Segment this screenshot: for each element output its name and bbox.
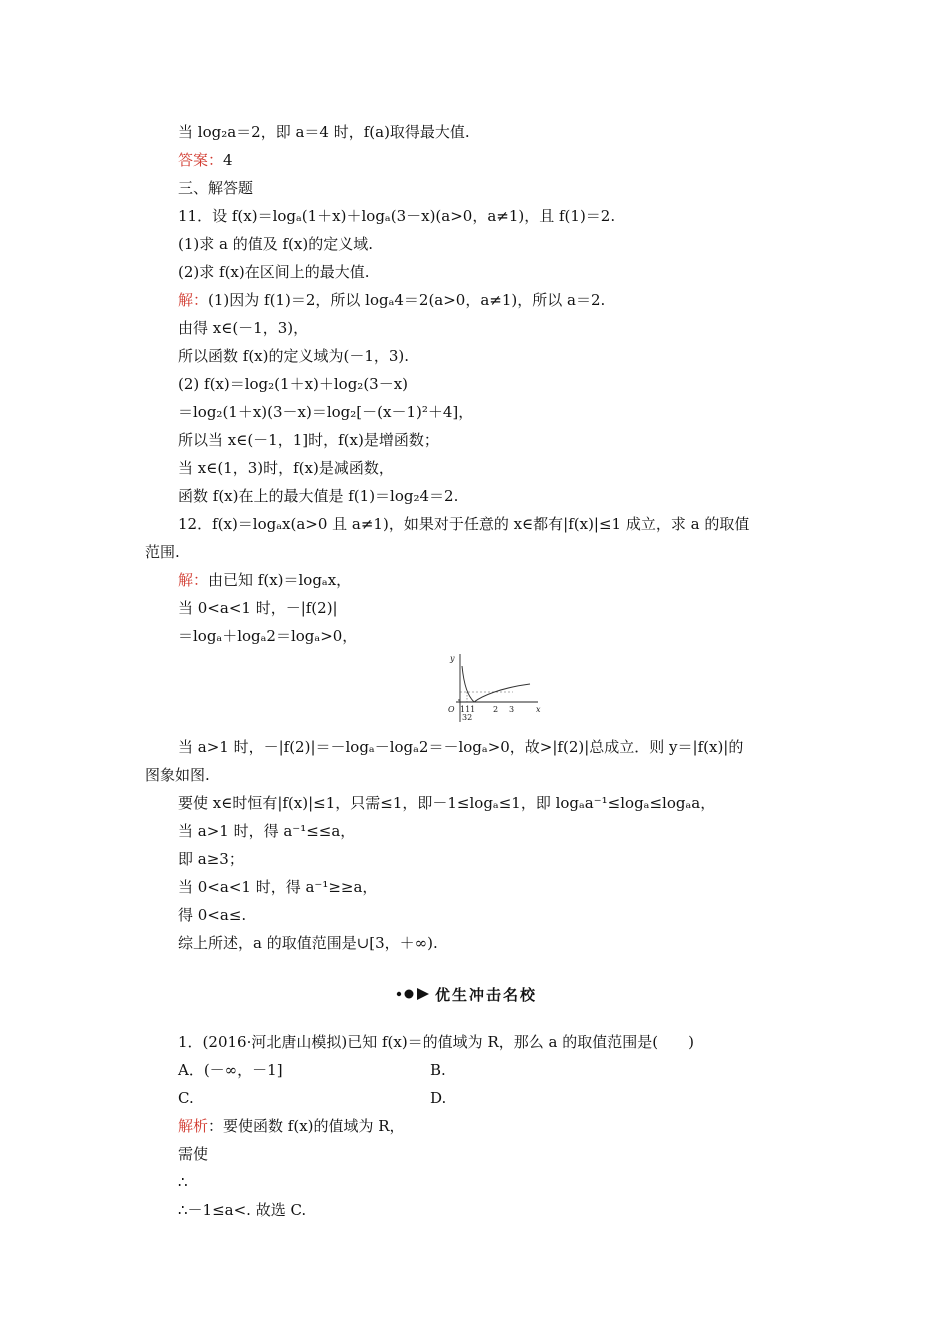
text-line: 所以当 x∈(－1，1]时，f(x)是增函数； [178, 431, 439, 449]
text-line: ＝logₐ＋logₐ2＝logₐ>0， [178, 627, 358, 645]
banner-dots-icon [395, 988, 435, 1000]
text-line: 当 0<a<1 时，－|f(2)| [178, 599, 338, 617]
text-line: ＝log₂(1＋x)(3－x)＝log₂[－(x－1)²＋4]， [178, 403, 474, 421]
text-line: 即 a≥3； [178, 850, 244, 868]
text-line: ∴－1≤a<. 故选 C. [178, 1201, 307, 1219]
text-line: 综上所述，a 的取值范围是∪[3，＋∞). [178, 934, 438, 952]
text-line: (2)求 f(x)在区间上的最大值. [178, 263, 370, 281]
analysis-text: ：要使函数 f(x)的值域为 R， [208, 1117, 405, 1135]
section-heading: 三、解答题 [178, 179, 254, 197]
solution-line [178, 290, 605, 310]
text-line: 函数 f(x)在上的最大值是 f(1)＝log₂4＝2. [178, 487, 459, 505]
text-line: 当 a>1 时，－|f(2)|＝－logₐ－logₐ2＝－logₐ>0，故>|f(2)|总成立．则 y＝|f(x)|的 [178, 738, 744, 756]
text-line: 当 log₂a＝2，即 a＝4 时，f(a)取得最大值. [178, 123, 470, 141]
tick-label-bottom: 32 [462, 713, 473, 722]
option-c: C. [178, 1089, 194, 1107]
text-line: 当 0<a<1 时，得 a⁻¹≥≥a， [178, 878, 378, 896]
text-line: (1)求 a 的值及 f(x)的定义域. [178, 235, 373, 253]
tick-label-3: 3 [509, 705, 515, 714]
tick-label-2: 2 [493, 705, 499, 714]
option-d: D. [430, 1089, 447, 1107]
function-curve [462, 666, 530, 702]
text-line: 所以函数 f(x)的定义域为(－1，3). [178, 347, 410, 365]
banner-title: 优生冲击名校 [435, 986, 538, 1004]
text-line: 当 x∈(1，3)时，f(x)是减函数， [178, 459, 394, 477]
analysis-label: 解析 [178, 1117, 209, 1135]
option-a: A．(－∞，－1] [178, 1061, 283, 1079]
question-1: 1．(2016·河北唐山模拟)已知 f(x)＝的值域为 R，那么 a 的取值范围是( ) [178, 1033, 694, 1051]
solution-line [178, 570, 351, 590]
answer-line [178, 150, 233, 170]
function-graph [448, 652, 544, 724]
problem-11: 11．设 f(x)＝logₐ(1＋x)＋logₐ(3－x)(a>0，a≠1)，且 f(1)＝2. [178, 207, 616, 225]
section-banner [395, 982, 565, 1006]
analysis-line [178, 1116, 405, 1136]
solution-text: (1)因为 f(1)＝2，所以 logₐ4＝2(a>0，a≠1)，所以 a＝2. [208, 291, 606, 309]
text-line: 要使 x∈时恒有|f(x)|≤1，只需≤1，即－1≤logₐ≤1，即 logₐa⁻¹≤logₐ≤logₐa， [178, 794, 716, 812]
text-line: (2) f(x)＝log₂(1＋x)＋log₂(3－x) [178, 375, 409, 393]
solution-label: 解： [178, 291, 209, 309]
text-line: 当 a>1 时，得 a⁻¹≤≤a， [178, 822, 356, 840]
text-line: 得 0<a≤. [178, 906, 247, 924]
text-line: 范围. [145, 543, 180, 561]
x-axis-label: x [536, 705, 541, 714]
text-line: 图象如图. [145, 766, 210, 784]
text-line: 由得 x∈(－1，3)， [178, 319, 309, 337]
problem-12: 12．f(x)＝logₐx(a>0 且 a≠1)，如果对于任意的 x∈都有|f(x)|≤1 成立，求 a 的取值 [178, 515, 750, 533]
y-axis-label: y [450, 654, 455, 663]
tick-label-top: 111 [460, 705, 476, 714]
origin-label: O [448, 705, 455, 714]
answer-value: 4 [223, 151, 233, 169]
text-line: ∴ [178, 1173, 188, 1191]
solution-text: 由已知 f(x)＝logₐx， [208, 571, 352, 589]
text-line: 需使 [178, 1145, 209, 1163]
option-b: B. [430, 1061, 446, 1079]
solution-label: 解： [178, 571, 209, 589]
answer-label: 答案： [178, 151, 224, 169]
